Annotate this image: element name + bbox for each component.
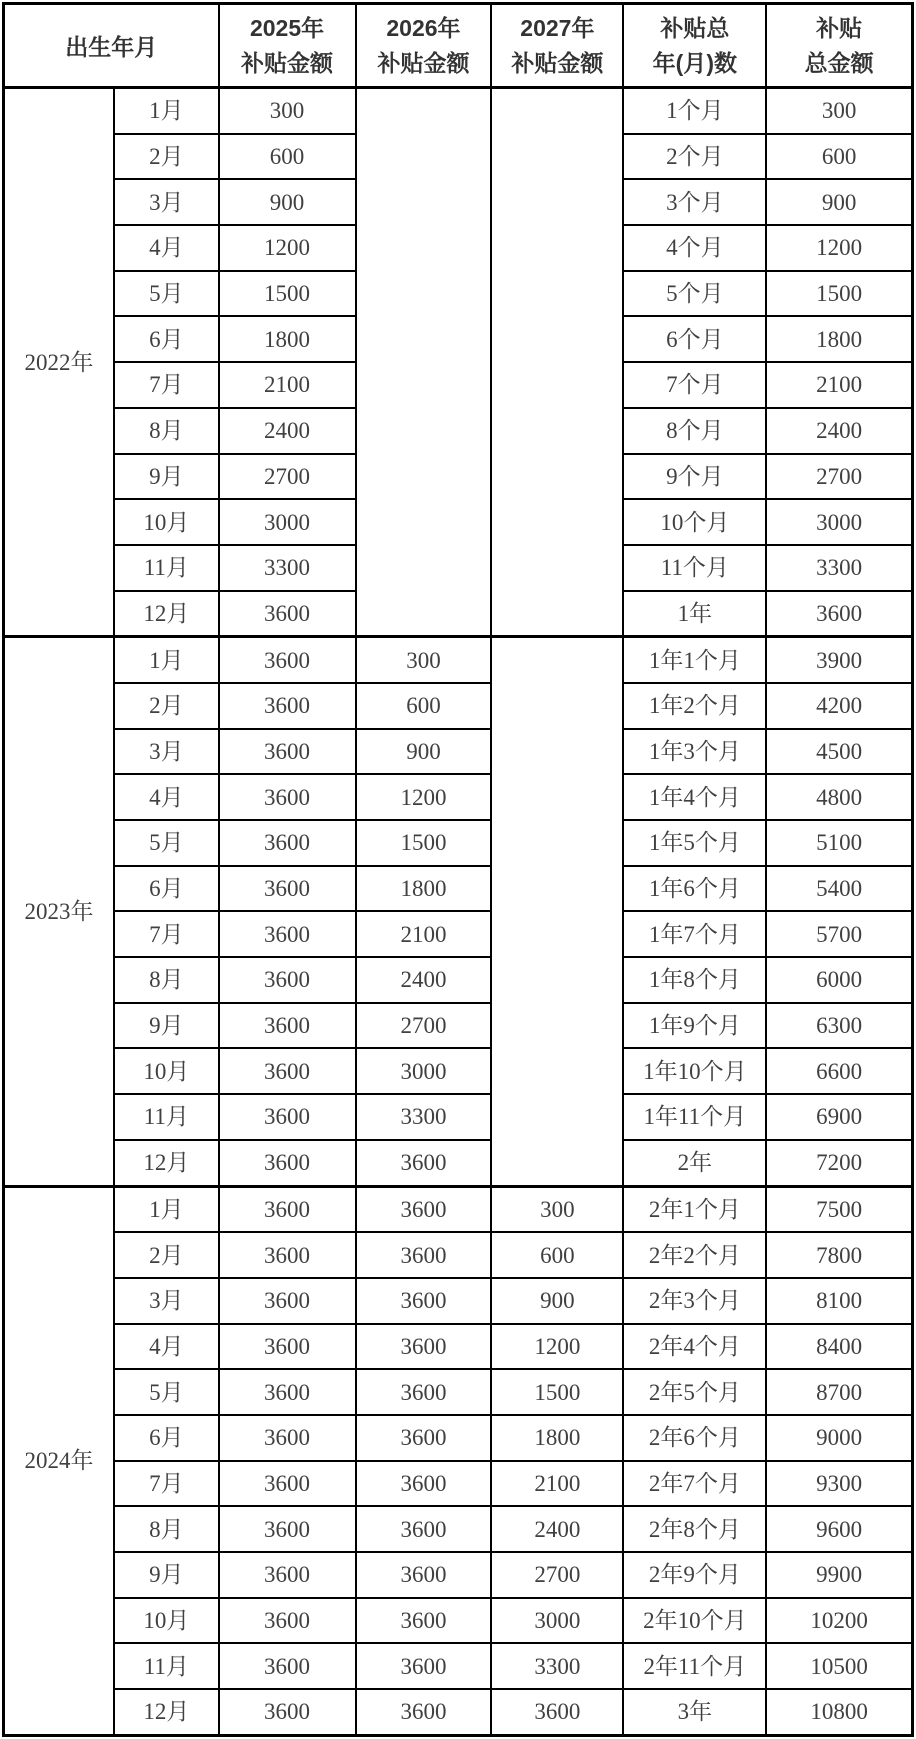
- month-cell: 8月: [114, 1506, 218, 1552]
- amount-2026-cell: 1800: [356, 866, 492, 912]
- month-cell: 8月: [114, 408, 218, 454]
- subsidy-table: [2, 2, 914, 1737]
- year-cell: 2022年: [4, 88, 115, 637]
- amount-2027-cell: 600: [491, 1232, 623, 1278]
- amount-2026-cell: 3600: [356, 1324, 492, 1370]
- table-row: [4, 1415, 913, 1461]
- amount-2026-cell: 3600: [356, 1140, 492, 1186]
- month-cell: 12月: [114, 591, 218, 637]
- amount-2026-cell: 2100: [356, 911, 492, 957]
- total-amount-cell: 7200: [766, 1140, 912, 1186]
- duration-cell: 1年5个月: [623, 820, 766, 866]
- total-amount-cell: 2400: [766, 408, 912, 454]
- amount-2026-cell: 3600: [356, 1232, 492, 1278]
- amount-2025-cell: 3600: [219, 591, 356, 637]
- duration-cell: 2年9个月: [623, 1552, 766, 1598]
- header-2027-amount: [491, 4, 623, 88]
- total-amount-cell: 3000: [766, 499, 912, 545]
- amount-2025-cell: 3600: [219, 1094, 356, 1140]
- month-cell: 5月: [114, 271, 218, 317]
- amount-2025-cell: 3600: [219, 683, 356, 729]
- duration-cell: 1年1个月: [623, 637, 766, 683]
- amount-2026-cell: 300: [356, 637, 492, 683]
- duration-cell: 6个月: [623, 316, 766, 362]
- amount-2026-cell: 3600: [356, 1415, 492, 1461]
- duration-cell: 2年11个月: [623, 1643, 766, 1689]
- duration-cell: 1年10个月: [623, 1048, 766, 1094]
- duration-cell: 10个月: [623, 499, 766, 545]
- table-row: [4, 683, 913, 729]
- month-cell: 1月: [114, 88, 218, 134]
- amount-2027-cell: 1500: [491, 1369, 623, 1415]
- total-amount-cell: 5700: [766, 911, 912, 957]
- amount-2025-cell: 3600: [219, 1140, 356, 1186]
- amount-2025-cell: 3600: [219, 1415, 356, 1461]
- month-cell: 5月: [114, 1369, 218, 1415]
- amount-2026-cell: 900: [356, 729, 492, 775]
- total-amount-cell: 6300: [766, 1003, 912, 1049]
- table-row: [4, 1324, 913, 1370]
- table-row: [4, 1278, 913, 1324]
- amount-2027-cell: 3600: [491, 1689, 623, 1735]
- amount-2027-empty-cell: [491, 88, 623, 637]
- month-cell: 3月: [114, 729, 218, 775]
- table-row: [4, 866, 913, 912]
- amount-2026-cell: 3600: [356, 1461, 492, 1507]
- month-cell: 9月: [114, 1003, 218, 1049]
- table-row: [4, 1689, 913, 1735]
- month-cell: 7月: [114, 911, 218, 957]
- header-2025-line1: 2025年: [249, 14, 325, 41]
- table-row: [4, 1461, 913, 1507]
- duration-cell: 2年7个月: [623, 1461, 766, 1507]
- duration-cell: 5个月: [623, 271, 766, 317]
- duration-cell: 2年10个月: [623, 1598, 766, 1644]
- table-row: [4, 1552, 913, 1598]
- header-total-amount: [766, 4, 912, 88]
- amount-2025-cell: 3600: [219, 1598, 356, 1644]
- total-amount-cell: 1200: [766, 225, 912, 271]
- month-cell: 2月: [114, 134, 218, 180]
- duration-cell: 1年8个月: [623, 957, 766, 1003]
- amount-2026-cell: 600: [356, 683, 492, 729]
- amount-2027-cell: 3300: [491, 1643, 623, 1689]
- month-cell: 10月: [114, 1598, 218, 1644]
- duration-cell: 2年3个月: [623, 1278, 766, 1324]
- amount-2025-cell: 1500: [219, 271, 356, 317]
- amount-2026-cell: 3600: [356, 1643, 492, 1689]
- total-amount-cell: 6600: [766, 1048, 912, 1094]
- month-cell: 10月: [114, 1048, 218, 1094]
- table-row: [4, 1643, 913, 1689]
- amount-2026-cell: 2400: [356, 957, 492, 1003]
- month-cell: 6月: [114, 1415, 218, 1461]
- duration-cell: 2年6个月: [623, 1415, 766, 1461]
- amount-2027-cell: 300: [491, 1186, 623, 1232]
- amount-2025-cell: 2100: [219, 362, 356, 408]
- total-amount-cell: 9300: [766, 1461, 912, 1507]
- duration-cell: 2年4个月: [623, 1324, 766, 1370]
- month-cell: 4月: [114, 225, 218, 271]
- table-row: [4, 1003, 913, 1049]
- amount-2026-cell: 1500: [356, 820, 492, 866]
- duration-cell: 4个月: [623, 225, 766, 271]
- amount-2026-cell: 3300: [356, 1094, 492, 1140]
- duration-cell: 2年2个月: [623, 1232, 766, 1278]
- month-cell: 9月: [114, 1552, 218, 1598]
- header-2027-line2: 补贴金额: [511, 49, 604, 76]
- amount-2025-cell: 3600: [219, 1232, 356, 1278]
- amount-2025-cell: 3600: [219, 1003, 356, 1049]
- total-amount-cell: 600: [766, 134, 912, 180]
- month-cell: 4月: [114, 774, 218, 820]
- table-row: [4, 1186, 913, 1232]
- amount-2025-cell: 3600: [219, 820, 356, 866]
- month-cell: 4月: [114, 1324, 218, 1370]
- duration-cell: 2个月: [623, 134, 766, 180]
- header-total-line1: 补贴: [816, 14, 863, 41]
- amount-2025-cell: 3600: [219, 911, 356, 957]
- amount-2026-cell: 2700: [356, 1003, 492, 1049]
- amount-2027-cell: 2400: [491, 1506, 623, 1552]
- total-amount-cell: 10200: [766, 1598, 912, 1644]
- month-cell: 7月: [114, 362, 218, 408]
- table-row: [4, 1369, 913, 1415]
- table-row: [4, 1140, 913, 1186]
- amount-2025-cell: 1800: [219, 316, 356, 362]
- table-row: [4, 820, 913, 866]
- duration-cell: 1个月: [623, 88, 766, 134]
- total-amount-cell: 8100: [766, 1278, 912, 1324]
- month-cell: 2月: [114, 683, 218, 729]
- amount-2026-empty-cell: [356, 88, 492, 637]
- header-total-duration: [623, 4, 766, 88]
- amount-2026-cell: 3600: [356, 1369, 492, 1415]
- total-amount-cell: 4500: [766, 729, 912, 775]
- total-amount-cell: 4800: [766, 774, 912, 820]
- amount-2027-cell: 2100: [491, 1461, 623, 1507]
- month-cell: 3月: [114, 1278, 218, 1324]
- duration-cell: 2年8个月: [623, 1506, 766, 1552]
- amount-2025-cell: 2400: [219, 408, 356, 454]
- header-2027-line1: 2027年: [520, 14, 595, 41]
- total-amount-cell: 5400: [766, 866, 912, 912]
- total-amount-cell: 4200: [766, 683, 912, 729]
- amount-2025-cell: 3600: [219, 1278, 356, 1324]
- duration-cell: 1年: [623, 591, 766, 637]
- header-total-line2: 总金额: [804, 49, 874, 76]
- month-cell: 7月: [114, 1461, 218, 1507]
- total-amount-cell: 9900: [766, 1552, 912, 1598]
- total-amount-cell: 5100: [766, 820, 912, 866]
- total-amount-cell: 2100: [766, 362, 912, 408]
- duration-cell: 1年7个月: [623, 911, 766, 957]
- table-row: [4, 1232, 913, 1278]
- amount-2025-cell: 3600: [219, 637, 356, 683]
- amount-2025-cell: 3600: [219, 957, 356, 1003]
- table-row: [4, 774, 913, 820]
- table-row: [4, 957, 913, 1003]
- month-cell: 6月: [114, 866, 218, 912]
- month-cell: 11月: [114, 1094, 218, 1140]
- amount-2027-empty-cell: [491, 637, 623, 1186]
- month-cell: 6月: [114, 316, 218, 362]
- month-cell: 12月: [114, 1140, 218, 1186]
- amount-2025-cell: 3600: [219, 866, 356, 912]
- duration-cell: 11个月: [623, 545, 766, 591]
- table-row: [4, 1506, 913, 1552]
- total-amount-cell: 900: [766, 179, 912, 225]
- header-2025-amount: [219, 4, 356, 88]
- header-birth-year-month: 出生年月: [4, 4, 219, 88]
- total-amount-cell: 3300: [766, 545, 912, 591]
- amount-2027-cell: 900: [491, 1278, 623, 1324]
- amount-2025-cell: 3300: [219, 545, 356, 591]
- duration-cell: 3年: [623, 1689, 766, 1735]
- duration-cell: 8个月: [623, 408, 766, 454]
- table-row: [4, 637, 913, 683]
- amount-2025-cell: 1200: [219, 225, 356, 271]
- amount-2025-cell: 3600: [219, 1186, 356, 1232]
- amount-2026-cell: 3600: [356, 1278, 492, 1324]
- header-duration-line1: 补贴总: [660, 14, 730, 41]
- total-amount-cell: 1500: [766, 271, 912, 317]
- amount-2025-cell: 3600: [219, 1643, 356, 1689]
- amount-2025-cell: 3600: [219, 1048, 356, 1094]
- total-amount-cell: 300: [766, 88, 912, 134]
- year-cell: 2023年: [4, 637, 115, 1186]
- month-cell: 1月: [114, 637, 218, 683]
- duration-cell: 1年3个月: [623, 729, 766, 775]
- amount-2025-cell: 3600: [219, 729, 356, 775]
- amount-2025-cell: 900: [219, 179, 356, 225]
- table-header: [4, 4, 913, 88]
- duration-cell: 1年2个月: [623, 683, 766, 729]
- duration-cell: 3个月: [623, 179, 766, 225]
- month-cell: 11月: [114, 545, 218, 591]
- total-amount-cell: 1800: [766, 316, 912, 362]
- total-amount-cell: 10500: [766, 1643, 912, 1689]
- total-amount-cell: 6900: [766, 1094, 912, 1140]
- amount-2025-cell: 3600: [219, 1689, 356, 1735]
- amount-2027-cell: 2700: [491, 1552, 623, 1598]
- amount-2025-cell: 3600: [219, 1506, 356, 1552]
- amount-2025-cell: 3600: [219, 774, 356, 820]
- amount-2026-cell: 3600: [356, 1186, 492, 1232]
- amount-2025-cell: 3600: [219, 1369, 356, 1415]
- month-cell: 10月: [114, 499, 218, 545]
- duration-cell: 2年: [623, 1140, 766, 1186]
- duration-cell: 2年5个月: [623, 1369, 766, 1415]
- header-2026-line2: 补贴金额: [377, 49, 470, 76]
- total-amount-cell: 7800: [766, 1232, 912, 1278]
- amount-2027-cell: 1200: [491, 1324, 623, 1370]
- amount-2025-cell: 600: [219, 134, 356, 180]
- table-row: [4, 729, 913, 775]
- amount-2025-cell: 3600: [219, 1324, 356, 1370]
- total-amount-cell: 8400: [766, 1324, 912, 1370]
- month-cell: 8月: [114, 957, 218, 1003]
- table-body: [4, 88, 913, 1736]
- amount-2025-cell: 3600: [219, 1461, 356, 1507]
- amount-2025-cell: 300: [219, 88, 356, 134]
- duration-cell: 7个月: [623, 362, 766, 408]
- month-cell: 3月: [114, 179, 218, 225]
- year-cell: 2024年: [4, 1186, 115, 1735]
- header-2026-line1: 2026年: [386, 14, 461, 41]
- header-2025-line2: 补贴金额: [241, 49, 334, 76]
- duration-cell: 1年6个月: [623, 866, 766, 912]
- header-duration-line2: 年(月)数: [652, 49, 737, 76]
- month-cell: 9月: [114, 454, 218, 500]
- amount-2026-cell: 1200: [356, 774, 492, 820]
- amount-2026-cell: 3000: [356, 1048, 492, 1094]
- total-amount-cell: 9600: [766, 1506, 912, 1552]
- amount-2027-cell: 1800: [491, 1415, 623, 1461]
- total-amount-cell: 3600: [766, 591, 912, 637]
- duration-cell: 1年9个月: [623, 1003, 766, 1049]
- total-amount-cell: 2700: [766, 454, 912, 500]
- amount-2026-cell: 3600: [356, 1506, 492, 1552]
- total-amount-cell: 6000: [766, 957, 912, 1003]
- total-amount-cell: 3900: [766, 637, 912, 683]
- table-row: [4, 1598, 913, 1644]
- duration-cell: 1年4个月: [623, 774, 766, 820]
- header-row: [4, 4, 913, 88]
- total-amount-cell: 8700: [766, 1369, 912, 1415]
- duration-cell: 9个月: [623, 454, 766, 500]
- month-cell: 5月: [114, 820, 218, 866]
- table-row: [4, 911, 913, 957]
- total-amount-cell: 10800: [766, 1689, 912, 1735]
- amount-2025-cell: 3600: [219, 1552, 356, 1598]
- duration-cell: 2年1个月: [623, 1186, 766, 1232]
- total-amount-cell: 7500: [766, 1186, 912, 1232]
- header-2026-amount: [356, 4, 492, 88]
- amount-2027-cell: 3000: [491, 1598, 623, 1644]
- duration-cell: 1年11个月: [623, 1094, 766, 1140]
- total-amount-cell: 9000: [766, 1415, 912, 1461]
- month-cell: 1月: [114, 1186, 218, 1232]
- amount-2025-cell: 2700: [219, 454, 356, 500]
- amount-2025-cell: 3000: [219, 499, 356, 545]
- amount-2026-cell: 3600: [356, 1689, 492, 1735]
- table-row: [4, 88, 913, 134]
- month-cell: 12月: [114, 1689, 218, 1735]
- table-row: [4, 1094, 913, 1140]
- month-cell: 11月: [114, 1643, 218, 1689]
- amount-2026-cell: 3600: [356, 1598, 492, 1644]
- month-cell: 2月: [114, 1232, 218, 1278]
- amount-2026-cell: 3600: [356, 1552, 492, 1598]
- table-row: [4, 1048, 913, 1094]
